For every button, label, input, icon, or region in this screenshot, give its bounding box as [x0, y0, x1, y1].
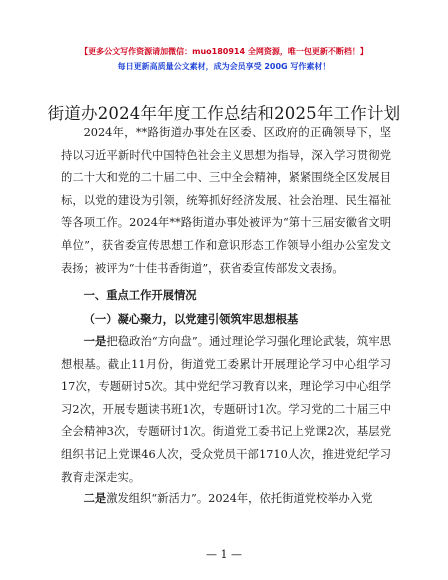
promo-banner-line-2: 每日更新高质量公文素材，成为会员享受 200G 写作素材！: [117, 62, 331, 71]
paragraph-1: [61, 331, 391, 489]
page-number: — 1 —: [206, 548, 242, 561]
paragraph-2: [61, 488, 391, 511]
subsection-heading-1: （一）凝心聚力，以党建引领筑牢思想根基: [83, 313, 299, 326]
paragraph-2-text: 激发组织“新活力”。2024年，依托街道党校举办入党: [106, 492, 373, 505]
document-title: 街道办2024年年度工作总结和2025年工作计划: [47, 104, 401, 123]
paragraph-1-text: 把稳政治“方向盘”。通过理论学习强化理论武装，筑牢思想根基。截止11月份，街道党工委累计开展理论学习中心组学习17次，专题研讨5次。其中党纪学习教育以来，理论学习中心组学习2次，开展专题读书班1次，专题研讨1次。学习党的二十届三中全会精神3次，专题研讨1次。街道党工委书记上党课2次，基层党组织书记上党课46人次，受众党员干部1710人次，推进党纪学习教育走深走实。: [61, 335, 391, 484]
paragraph-2-lead: 二是: [83, 492, 107, 505]
intro-paragraph: 2024年，**路街道办事处在区委、区政府的正确领导下，坚持以习近平新时代中国特色社会主义思想为指导，深入学习贯彻党的二十大和党的二十届二中、三中全会精神，紧紧围绕全区发展目标，以党的建设为引领，统筹抓好经济发展、社会治理、民生福祉等各项工作。2024年**路街道办事处被评为“第十三届安徽省文明单位”，获省委宣传思想工作和意识形态工作领导小组办公室发文表扬；被评为“十佳书香街道”，获省委宣传部发文表扬。: [61, 126, 391, 275]
section-heading-1: 一、重点工作开展情况: [83, 289, 197, 302]
promo-banner-line-1: 【更多公文写作资源请加微信：muo180914 全网资源，唯一包更新不断档！】: [80, 47, 368, 56]
paragraph-1-lead: 一是: [83, 335, 107, 348]
